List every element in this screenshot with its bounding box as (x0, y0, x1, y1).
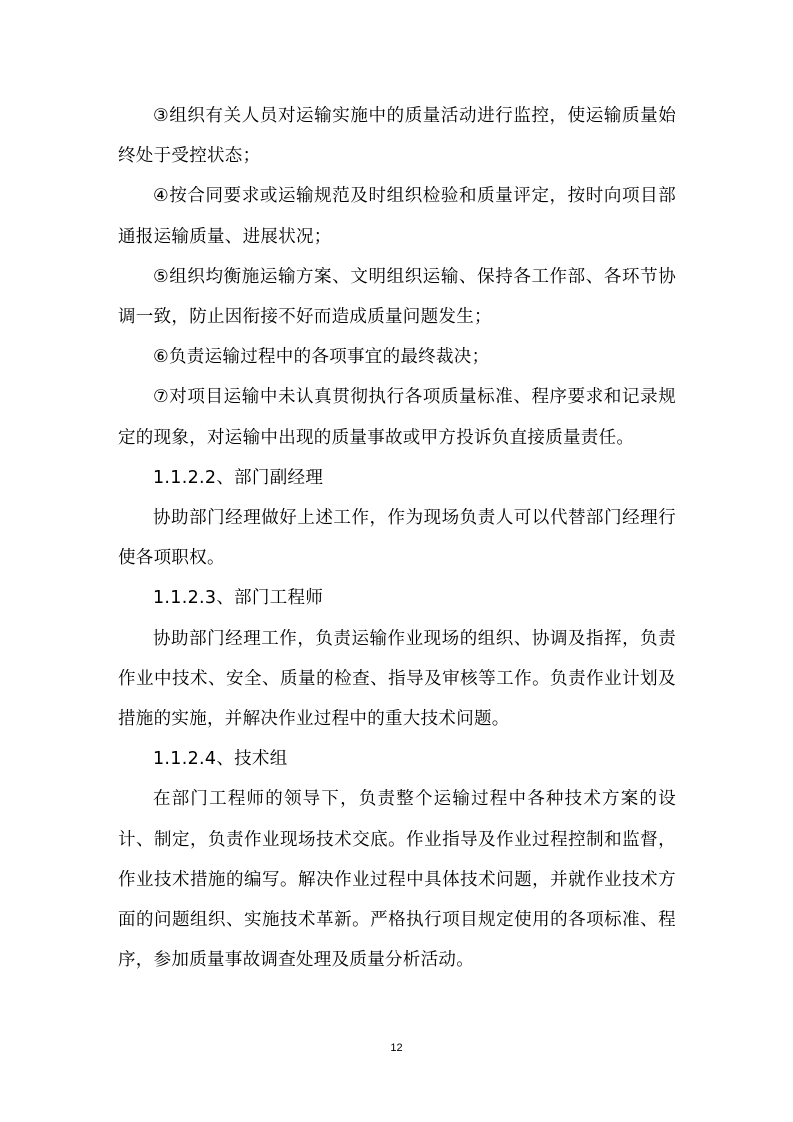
paragraph-item-6: ⑥负责运输过程中的各项事宜的最终裁决； (153, 347, 490, 368)
section-body-technical-group: 在部门工程师的领导下，负责整个运输过程中各种技术方案的设计、制定，负责作业现场技术交底。作业指导及作业过程控制和监督，作业技术措施的编写。解决作业过程中具体技术问题，并就作业技术方面的问题组织、实施技术革新。严格执行项目规定使用的各项标准、程序，参加质量事故调查处理及质量分析活动。 (118, 789, 676, 971)
page-number: 12 (390, 1042, 403, 1054)
paragraph-item-7: ⑦对项目运输中未认真贯彻执行各项质量标准、程序要求和记录规定的现象，对运输中出现的质量事故或甲方投诉负直接质量责任。 (118, 387, 676, 448)
paragraph-item-4: ④按合同要求或运输规范及时组织检验和质量评定，按时向项目部通报运输质量、进展状况； (118, 186, 676, 247)
document-page (118, 96, 676, 980)
section-heading-deputy-manager: 1.1.2.2、部门副经理 (153, 467, 324, 488)
paragraph-item-3: ③组织有关人员对运输实施中的质量活动进行监控，使运输质量始终处于受控状态； (118, 106, 676, 167)
paragraph-item-5: ⑤组织均衡施运输方案、文明组织运输、保持各工作部、各环节协调一致，防止因衔接不好而造成质量问题发生； (118, 266, 676, 328)
section-heading-department-engineer: 1.1.2.3、部门工程师 (153, 588, 324, 609)
section-heading-technical-group: 1.1.2.4、技术组 (153, 749, 288, 770)
section-body-department-engineer: 协助部门经理工作，负责运输作业现场的组织、协调及指挥，负责作业中技术、安全、质量的检查、指导及审核等工作。负责作业计划及措施的实施，并解决作业过程中的重大技术问题。 (118, 628, 676, 730)
section-body-deputy-manager: 协助部门经理做好上述工作，作为现场负责人可以代替部门经理行使各项职权。 (118, 508, 676, 569)
